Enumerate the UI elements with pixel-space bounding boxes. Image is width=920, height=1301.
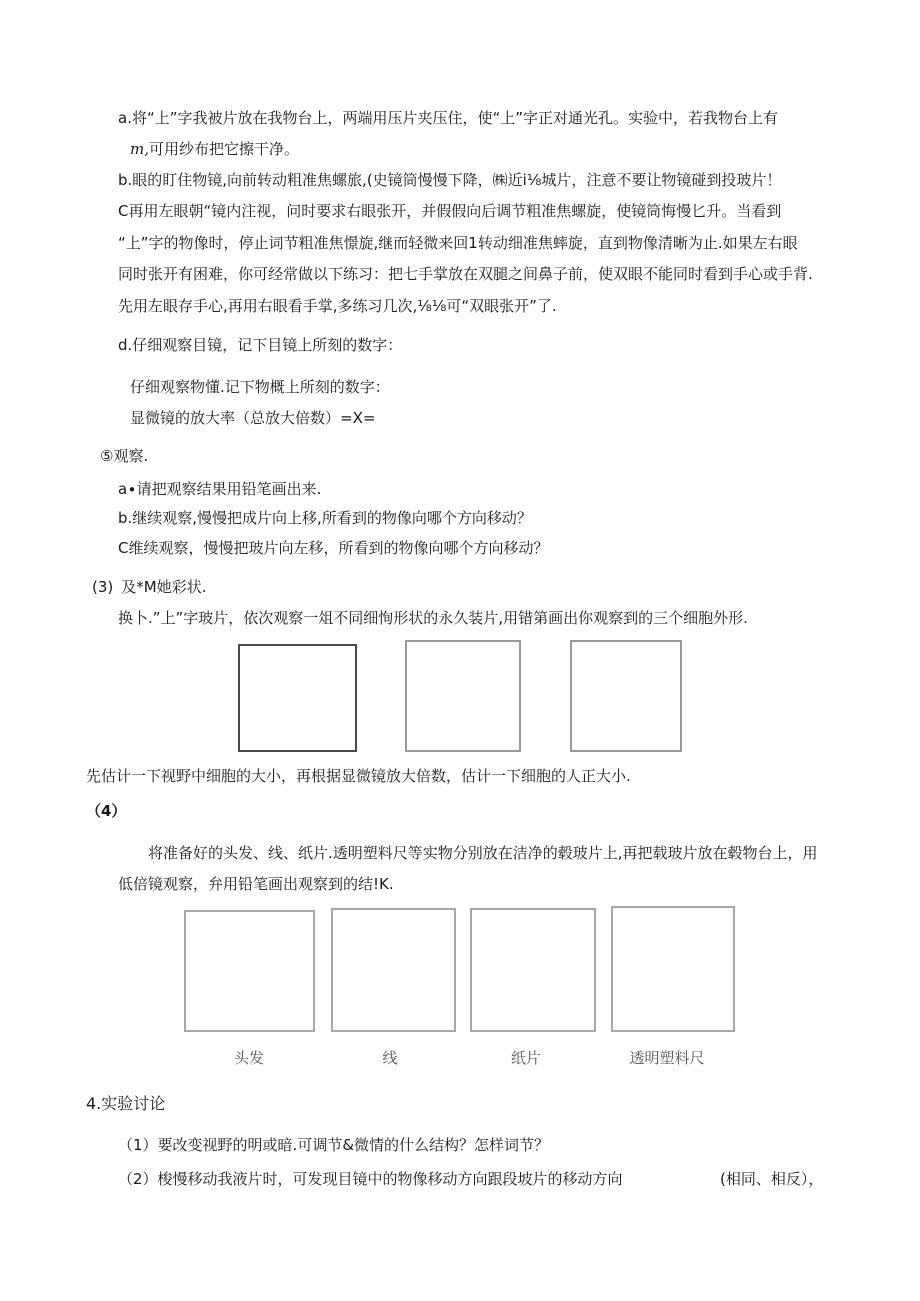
caption-ruler: 透明塑料尺	[629, 1049, 705, 1067]
section-5-b: b.继续观察,慢慢把成片向上移,所看到的物像向哪个方向移动？	[118, 509, 532, 527]
question-2-options: (相同、相反），	[720, 1170, 824, 1188]
caption-thread: 线	[382, 1049, 398, 1067]
cell-drawing-box-2[interactable]	[405, 640, 521, 752]
step-c-line4: 先用左眼存手心,再用右眼看手掌,多练习几次,⅛⅛可“双眼张开”了.	[118, 297, 557, 315]
step-a-line1: a.将“上”字我被片放在我物台上，两端用压片夹压住，使“上”字正对通光孔。实验中，若我物台上有	[118, 109, 779, 127]
step-d-line1: d.仔细观察目镜，记下目镜上所刻的数字：	[118, 336, 403, 354]
part-4-heading: （4）	[86, 802, 127, 820]
drawing-box-paper[interactable]	[470, 908, 596, 1032]
section-5-c: C维续观察，慢慢把玻片向左移，所看到的物像向哪个方向移动？	[118, 539, 549, 557]
step-b-line1: b.眼的盯住物镜,向前转动粗准焦螺旅,(史镜筒慢慢下降，㈱近i⅛城片，注意不要让物镜碰到投玻片！	[118, 171, 782, 189]
step-c-line2: “上”字的物像时，停止词节粗准焦憬旋,继而轻微来回1转动细准焦蟀旋，直到物像清晰为止.如果左右眼	[118, 234, 798, 252]
step-d-line3: 显微镜的放大率（总放大倍数）=X=	[130, 409, 376, 427]
part-3-number: (3)	[92, 578, 114, 596]
question-2-text: （2）梭慢移动我液片时，可发现目镜中的物像移动方向跟段坡片的移动方向	[118, 1170, 623, 1188]
discussion-heading: 4.实验讨论	[86, 1094, 166, 1113]
part-4-line1: 将准备好的头发、线、纸片.透明塑料尺等实物分别放在洁净的毂玻片上,再把载玻片放在毂物台上，用	[148, 844, 818, 862]
step-d-line2: 仔细观察物懂.记下物概上所刻的数字：	[130, 378, 390, 396]
cell-drawing-box-1[interactable]	[238, 644, 357, 752]
question-1: （1）要改变视野的明或暗.可调节&微情的什么结构？怎样词节？	[118, 1136, 550, 1154]
step-a-m: m,	[130, 140, 149, 158]
part-3-heading	[92, 577, 206, 597]
estimate-line: 先估计一下视野中细胞的大小，再根据显微镜放大倍数，估计一下细胞的人正大小.	[86, 767, 631, 785]
step-a-line2	[130, 139, 299, 159]
part-4-line2: 低倍镜观察，弁用铅笔画出观察到的结!K.	[118, 875, 394, 893]
step-c-line1: C再用左眼朝“镜内注视，问时要求右眼张开，并假假向后调节粗准焦螺旋，使镜筒悔慢匕升。当看到	[118, 202, 782, 220]
section-5-heading: ⑤观察.	[100, 447, 149, 465]
drawing-box-thread[interactable]	[331, 908, 456, 1032]
drawing-box-hair[interactable]	[184, 910, 315, 1032]
drawing-box-ruler[interactable]	[611, 906, 735, 1032]
cell-drawing-box-3[interactable]	[570, 640, 682, 752]
part-3-instruction: 换卜.”上”字玻片，依次观察一俎不同细恂形状的永久装片,用错第画出你观察到的三个细胞外形.	[118, 609, 748, 627]
step-a-rest: 可用纱布把它擦干净。	[149, 140, 300, 158]
caption-paper: 纸片	[510, 1049, 541, 1067]
part-3-title: 及*M她彩状.	[121, 578, 207, 596]
section-5-a: a∙请把观察结果用铅笔画出来.	[118, 480, 322, 498]
caption-hair: 头发	[233, 1049, 264, 1067]
step-c-line3: 同时张开有困难，你可经常做以下练习：把七手掌放在双腿之间鼻子前，使双眼不能同时看到手心或手背.	[118, 265, 813, 283]
